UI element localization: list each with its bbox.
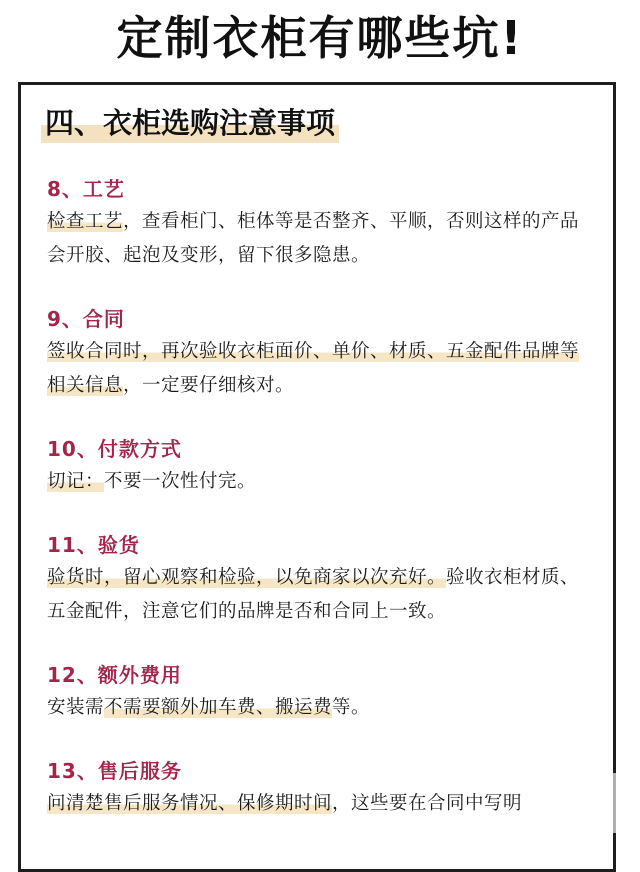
item-body (47, 691, 595, 725)
item-list (47, 173, 595, 851)
list-item (47, 433, 595, 499)
item-title: 11、验货 (47, 533, 140, 557)
list-item (47, 755, 595, 821)
content-card (18, 82, 616, 872)
highlighted-text: 切记： (47, 471, 105, 492)
item-body (47, 335, 595, 403)
item-title: 10、付款方式 (47, 437, 182, 461)
list-item (47, 529, 595, 629)
body-text: ，查看柜门、柜体等是否整齐、平顺，否则这样的产品会开胶、起泡及变形，留下很多隐患。 (47, 211, 580, 266)
body-text: ，一定要仔细核对。 (123, 375, 295, 396)
body-text: 安装需 (47, 697, 105, 718)
highlighted-text: 问清楚售后服务情况、保修期时间 (47, 793, 333, 814)
body-text: ，这些要在合同中写明 (332, 793, 523, 814)
page-title: 定制衣柜有哪些坑! (116, 11, 524, 65)
list-item (47, 659, 595, 725)
body-text: 不要一次性付完。 (104, 471, 257, 492)
highlighted-text: 检查工艺 (47, 211, 124, 232)
section-title: 四、衣柜选购注意事项 (41, 103, 339, 143)
item-title: 13、售后服务 (47, 759, 182, 783)
body-text: 等。 (332, 697, 371, 718)
item-title: 12、额外费用 (47, 663, 182, 687)
highlighted-text: 不需要额外加车费、搬运费 (104, 697, 333, 718)
item-title: 8、工艺 (47, 177, 125, 201)
item-body (47, 205, 595, 273)
highlighted-text: 验货时，留心观察和检验，以免商家以次充好。 (47, 567, 447, 588)
body-text: 验收衣柜材质、五金配件，注意它们的品牌是否和合同上一致。 (47, 567, 580, 622)
list-item (47, 173, 595, 273)
item-body (47, 561, 595, 629)
item-body (47, 465, 595, 499)
list-item (47, 303, 595, 403)
item-body (47, 787, 595, 821)
highlighted-text: 签收合同时，再次验收衣柜面价、单价、材质、五金配件品牌等相关信息 (47, 341, 580, 396)
item-title: 9、合同 (47, 307, 125, 331)
